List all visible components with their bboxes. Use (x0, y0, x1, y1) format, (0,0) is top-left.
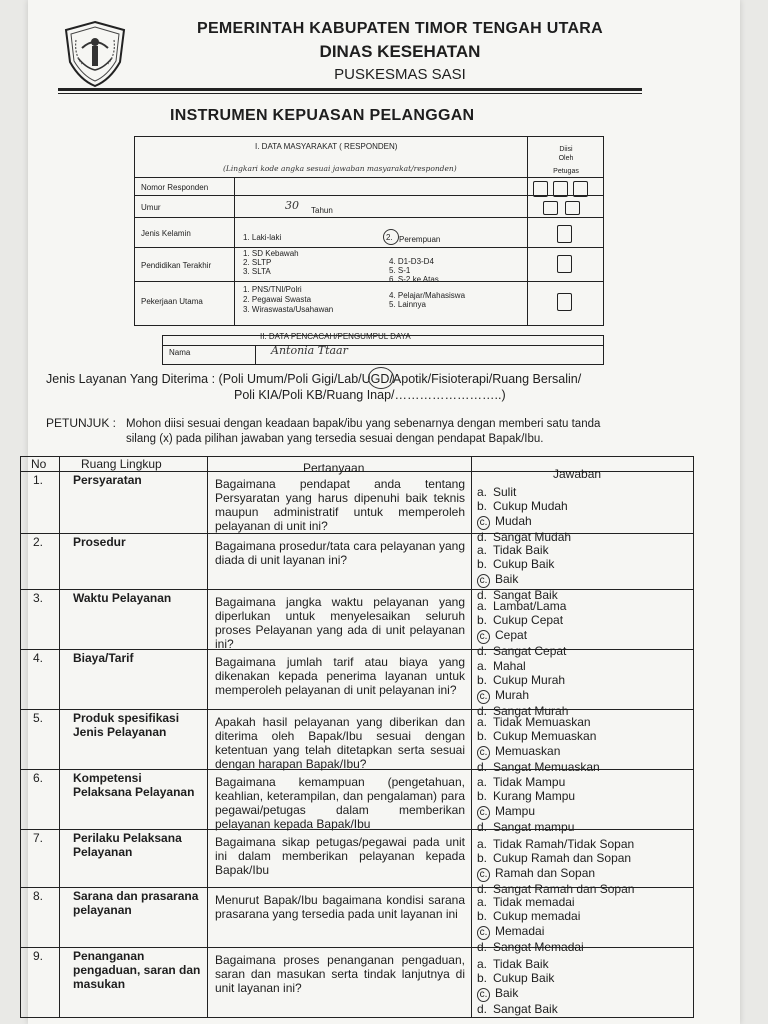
row-scope: Penanganan pengaduan, saran dan masukan (73, 949, 201, 991)
row-number: 9. (33, 949, 44, 963)
officer-col-l1: Diisi (559, 146, 573, 153)
option-text: Sangat Baik (493, 587, 558, 602)
pend-opt-3: 3. SLTA (243, 267, 271, 276)
answer-option-d[interactable] (477, 760, 689, 774)
answer-option-a[interactable] (477, 485, 689, 499)
pek-opt-2: 2. Pegawai Swasta (243, 295, 312, 304)
answer-option-b[interactable] (477, 789, 689, 803)
row-question: Bagaimana jangka waktu pelayanan yang diperlukan untuk menyelesaikan seluruh proses Pelayanan yang ada di unit pelayanan ini? (215, 595, 465, 651)
option-letter: d. (477, 587, 488, 602)
pend-opt-4: 4. D1-D3-D4 (389, 257, 434, 266)
col-divider (471, 457, 472, 1017)
label-nomor-responden: Nomor Responden (141, 183, 209, 192)
officer-col-l2: Oleh (558, 155, 574, 162)
label-pekerjaan: Pekerjaan Utama (141, 297, 203, 306)
pek-opt-3: 3. Wiraswasta/Usahawan (243, 305, 334, 314)
answer-option-b[interactable] (477, 613, 689, 627)
option-letter: b. (477, 971, 488, 986)
officer-box[interactable] (557, 255, 572, 273)
row-scope: Prosedur (73, 535, 126, 549)
option-letter: d. (477, 1001, 488, 1016)
answer-option-c[interactable] (477, 628, 689, 644)
option-text: Ramah dan Sopan (495, 865, 596, 880)
option-text: Lambat/Lama (493, 599, 567, 613)
option-letter: d. (477, 703, 488, 718)
section1-title: I. DATA MASYARAKAT ( RESPONDEN) (255, 142, 398, 151)
option-letter: d. (477, 643, 488, 658)
header-government: PEMERINTAH KABUPATEN TIMOR TENGAH UTARA (196, 20, 604, 37)
answer-option-b[interactable] (477, 557, 689, 571)
option-letter: a. (477, 543, 488, 557)
answer-option-c[interactable] (477, 804, 689, 820)
box-rule (135, 247, 603, 248)
section2-title: II. DATA PENCACAH/PENGUMPUL DAYA (260, 332, 411, 341)
option-letter: b. (477, 673, 488, 688)
answer-option-c[interactable] (477, 514, 689, 530)
label-pendidikan: Pendidikan Terakhir (141, 261, 212, 270)
answer-option-d[interactable] (477, 1002, 689, 1016)
header-rule-thin (58, 93, 642, 94)
pek-opt-1: 1. PNS/TNI/Polri (243, 285, 302, 294)
row-question: Bagaimana sikap petugas/pegawai pada unit ini dalam memberikan pelayanan kepada Bapak/Ibu (215, 835, 465, 877)
row-scope: Produk spesifikasi Jenis Pelayanan (73, 711, 180, 739)
option-letter: d. (477, 529, 488, 544)
option-letter: a. (477, 775, 488, 789)
answer-option-a[interactable] (477, 715, 689, 729)
option-letter: c. (477, 630, 490, 644)
header-pertanyaan: Pertanyaan (303, 461, 365, 475)
col-divider (59, 457, 60, 1017)
officer-box[interactable] (573, 181, 588, 197)
row-number: 3. (33, 591, 44, 605)
officer-box[interactable] (543, 201, 558, 215)
option-text: Sangat Mudah (493, 529, 572, 544)
answer-option-c[interactable] (477, 688, 689, 704)
row-scope: Waktu Pelayanan (73, 591, 172, 605)
option-text: Sangat Cepat (493, 643, 567, 658)
row-number: 5. (33, 711, 44, 725)
document-title: INSTRUMEN KEPUASAN PELANGGAN (170, 107, 475, 124)
option-letter: b. (477, 499, 488, 514)
officer-box[interactable] (533, 181, 548, 197)
answer-option-a[interactable] (477, 543, 689, 557)
jenis-layanan-line2: Poli KIA/Poli KB/Ruang Inap/……………………..) (234, 388, 506, 402)
row-number: 8. (33, 889, 44, 903)
answer-options (477, 485, 689, 544)
pendidikan-options-left (243, 249, 299, 276)
officer-box[interactable] (557, 225, 572, 243)
header-ruang-lingkup: Ruang Lingkup (81, 457, 162, 471)
option-text: Sangat Memuaskan (493, 759, 600, 774)
row-question: Bagaimana prosedur/tata cara pelayanan yang diada di unit layanan ini? (215, 539, 465, 567)
nama-value: Antonia Ttaar (271, 344, 348, 357)
jk-option-2-number: 2. (386, 233, 393, 242)
option-letter: c. (477, 926, 490, 940)
answer-option-a[interactable] (477, 659, 689, 673)
row-question: Bagaimana jumlah tarif atau biaya yang dikenakan kepada penerima layanan untuk memperoleh pelayanan di unit pelayanan ini? (215, 655, 465, 697)
officer-box[interactable] (565, 201, 580, 215)
row-scope: Biaya/Tarif (73, 651, 134, 665)
pend-opt-1: 1. SD Kebawah (243, 249, 299, 258)
option-text: Tidak Ramah/Tidak Sopan (493, 837, 635, 851)
answer-option-d[interactable] (477, 940, 689, 954)
header-clinic: PUSKESMAS SASI (334, 66, 466, 83)
option-text: Baik (495, 985, 519, 1000)
option-text: Tidak Baik (493, 543, 549, 557)
option-letter: c. (477, 806, 490, 820)
petunjuk-line1: Mohon diisi sesuai dengan keadaan bapak/ibu yang sebenarnya dengan memberi satu tanda (126, 418, 601, 430)
answer-options (477, 957, 689, 1016)
option-text: Cukup Ramah dan Sopan (493, 851, 632, 866)
option-text: Mampu (495, 803, 536, 818)
row-scope: Sarana dan prasarana pelayanan (73, 889, 199, 917)
pek-opt-5: 5. Lainnya (389, 300, 426, 309)
answer-options (477, 837, 689, 896)
box-rule (135, 177, 603, 178)
officer-column-header (553, 145, 579, 175)
option-letter: a. (477, 715, 488, 729)
option-letter: a. (477, 957, 488, 971)
option-letter: b. (477, 789, 488, 804)
option-letter: b. (477, 557, 488, 572)
option-text: Kurang Mampu (493, 789, 576, 804)
box-rule (135, 281, 603, 282)
pekerjaan-options-right (389, 291, 465, 309)
option-letter: a. (477, 485, 488, 499)
option-letter: d. (477, 759, 488, 774)
row-question: Bagaimana proses penanganan pengaduan, saran dan masukan serta tindak lanjutnya di unit layanan ini? (215, 953, 465, 995)
pendidikan-options-right (389, 257, 439, 284)
collector-data-box (162, 335, 604, 365)
label-nama: Nama (169, 348, 191, 357)
petunjuk-line2: silang (x) pada pilihan jawaban yang tersedia sesuai dengan pendapat Bapak/Ibu. (126, 433, 544, 445)
option-text: Cukup Baik (493, 971, 555, 986)
row-scope: Kompetensi Pelaksana Pelayanan (73, 771, 195, 799)
header-jawaban: Jawaban (553, 467, 602, 481)
row-question: Bagaimana pendapat anda tentang Persyaratan yang harus dipenuhi baik teknis maupun administratif untuk memperoleh pelayanan di unit ini? (215, 477, 465, 533)
option-text: Baik (495, 571, 519, 586)
answer-options (477, 599, 689, 658)
option-text: Cukup Cepat (493, 613, 564, 628)
answer-options (477, 715, 689, 774)
box-divider (527, 137, 528, 325)
answer-option-b[interactable] (477, 673, 689, 687)
answer-option-a[interactable] (477, 599, 689, 613)
pend-opt-2: 2. SLTP (243, 258, 272, 267)
option-letter: b. (477, 729, 488, 744)
option-text: Tidak Baik (493, 957, 549, 971)
option-letter: c. (477, 868, 490, 882)
option-text: Sangat Memadai (493, 939, 584, 954)
pend-opt-5: 5. S-1 (389, 266, 411, 275)
option-text: Memadai (495, 923, 545, 938)
satisfaction-table (20, 456, 694, 1018)
option-text: Sulit (493, 485, 517, 499)
option-letter: c. (477, 690, 490, 704)
answer-option-c[interactable] (477, 866, 689, 882)
officer-box[interactable] (553, 181, 568, 197)
answer-option-b[interactable] (477, 971, 689, 985)
jk-option-1: 1. Laki-laki (243, 233, 282, 242)
answer-option-a[interactable] (477, 957, 689, 971)
answer-option-b[interactable] (477, 729, 689, 743)
option-letter: c. (477, 746, 490, 760)
row-number: 1. (33, 473, 44, 487)
section1-note: (Lingkari kode angka sesuai jawaban masyarakat/responden) (223, 164, 457, 173)
selection-circle (368, 367, 394, 389)
option-letter: c. (477, 574, 490, 588)
option-text: Murah (495, 687, 530, 702)
box-divider (255, 345, 256, 364)
row-question: Apakah hasil pelayanan yang diberikan dan diterima oleh Bapak/Ibu sesuai dengan ketentuan yang telah ditetapkan serta sesuai dengan harapan Bapak/Ibu? (215, 715, 465, 771)
option-text: Sangat Baik (493, 1001, 558, 1016)
option-text: Cukup Memuaskan (493, 729, 597, 744)
pend-opt-6: 6. S-2 ke Atas (389, 275, 439, 284)
option-text: Cukup Mudah (493, 499, 568, 514)
option-letter: d. (477, 939, 488, 954)
option-text: Mahal (493, 659, 526, 673)
row-question: Menurut Bapak/Ibu bagaimana kondisi sarana prasarana yang tersedia pada unit layanan ini (215, 893, 465, 921)
option-letter: c. (477, 516, 490, 530)
answer-options (477, 775, 689, 834)
header-rule (58, 88, 642, 91)
option-letter: a. (477, 837, 488, 851)
officer-col-l3: Petugas (553, 168, 579, 175)
answer-option-b[interactable] (477, 851, 689, 865)
answer-option-c[interactable] (477, 924, 689, 940)
answer-option-a[interactable] (477, 775, 689, 789)
pek-opt-4: 4. Pelajar/Mahasiswa (389, 291, 466, 300)
row-number: 6. (33, 771, 44, 785)
option-letter: b. (477, 909, 488, 924)
option-text: Tidak memadai (493, 895, 575, 909)
option-letter: a. (477, 659, 488, 673)
option-letter: d. (477, 881, 488, 896)
row-number: 4. (33, 651, 44, 665)
jk-option-2: Perempuan (399, 235, 441, 244)
answer-option-d[interactable] (477, 820, 689, 834)
label-umur: Umur (141, 203, 161, 212)
answer-options (477, 543, 689, 602)
option-text: Cukup Murah (493, 673, 566, 688)
row-scope: Persyaratan (73, 473, 142, 487)
pekerjaan-options-left (243, 285, 333, 315)
officer-box[interactable] (557, 293, 572, 311)
header-no: No (31, 457, 47, 471)
option-letter: a. (477, 895, 488, 909)
umur-unit: Tahun (311, 206, 333, 215)
header-department: DINAS KESEHATAN (319, 42, 481, 61)
answer-option-c[interactable] (477, 572, 689, 588)
respondent-data-box (134, 136, 604, 326)
option-text: Sangat Murah (493, 703, 569, 718)
box-rule (135, 217, 603, 218)
answer-option-b[interactable] (477, 909, 689, 923)
option-letter: c. (477, 988, 490, 1002)
col-divider (207, 457, 208, 1017)
petunjuk-label: PETUNJUK : (46, 416, 117, 430)
answer-option-d[interactable] (477, 644, 689, 658)
answer-options (477, 659, 689, 718)
answer-option-a[interactable] (477, 837, 689, 851)
option-text: Sangat Ramah dan Sopan (493, 881, 635, 896)
answer-option-c[interactable] (477, 986, 689, 1002)
option-text: Tidak Mampu (493, 775, 566, 789)
jenis-layanan-line1: Jenis Layanan Yang Diterima : (Poli Umum/Poli Gigi/Lab/UGD/Apotik/Fisioterapi/Ruang Bersalin/ (46, 372, 582, 386)
option-letter: b. (477, 851, 488, 866)
answer-option-c[interactable] (477, 744, 689, 760)
box-divider (234, 177, 235, 325)
answer-option-b[interactable] (477, 499, 689, 513)
answer-options (477, 895, 689, 954)
label-jenis-kelamin: Jenis Kelamin (141, 229, 191, 238)
option-text: Memuaskan (495, 743, 561, 758)
option-text: Mudah (495, 513, 532, 528)
option-letter: a. (477, 599, 488, 613)
row-question: Bagaimana kemampuan (pengetahuan, keahlian, keterampilan, dan pengalaman) para pegawai/petugas dalam memberikan pelayanan kepada Bapak/Ibu (215, 775, 465, 831)
option-letter: d. (477, 819, 488, 834)
umur-value: 30 (285, 199, 299, 212)
option-text: Cepat (495, 627, 528, 642)
option-text: Tidak Memuaskan (493, 715, 591, 729)
box-rule (163, 345, 603, 346)
row-number: 7. (33, 831, 44, 845)
option-text: Sangat mampu (493, 819, 575, 834)
option-letter: b. (477, 613, 488, 628)
answer-option-a[interactable] (477, 895, 689, 909)
option-text: Cukup memadai (493, 909, 581, 924)
row-scope: Perilaku Pelaksana Pelayanan (73, 831, 182, 859)
row-number: 2. (33, 535, 44, 549)
option-text: Cukup Baik (493, 557, 555, 572)
